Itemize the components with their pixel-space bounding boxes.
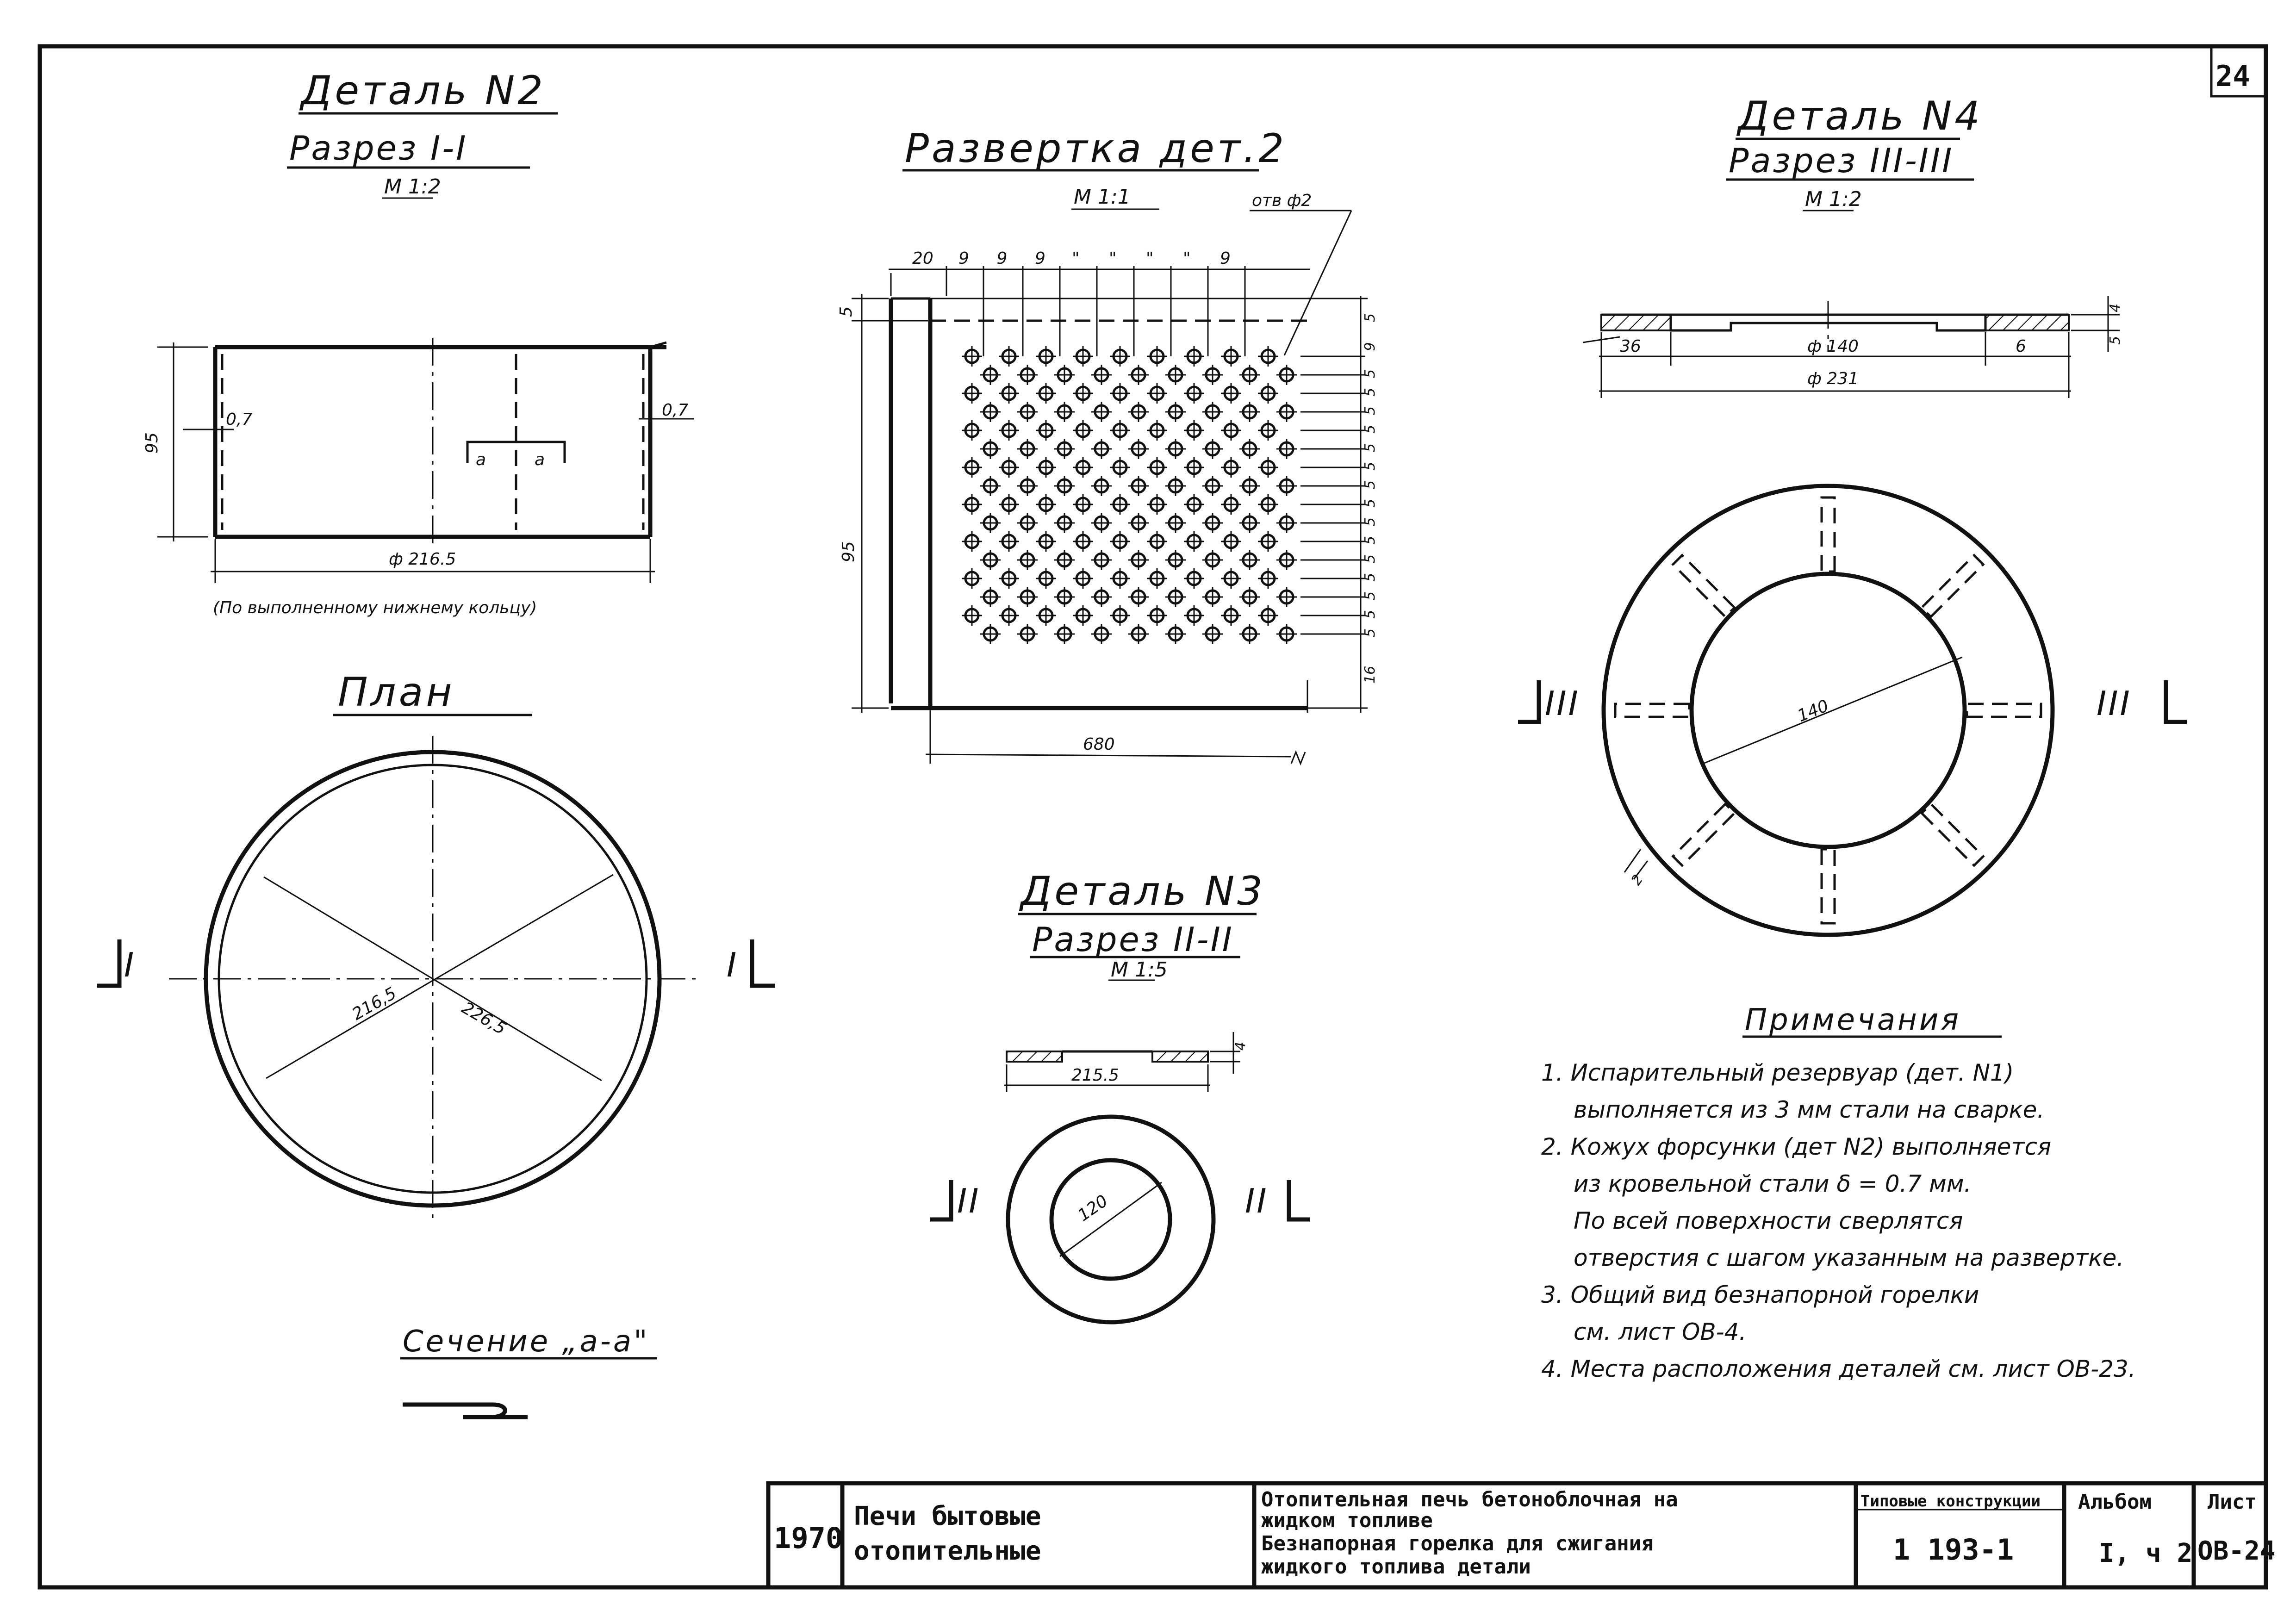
note-line-1: 1. Испарительный резервуар (дет. N1) bbox=[1541, 1059, 2014, 1086]
hole-label: отв ф2 bbox=[1252, 191, 1312, 210]
radial-tab bbox=[1822, 849, 1835, 923]
notes bbox=[1541, 1003, 2136, 1382]
detail-4-dim-thickness: 4 bbox=[2107, 303, 2123, 312]
detail-2-section-view bbox=[143, 338, 694, 617]
right-dim-label: 5 bbox=[1362, 535, 1378, 545]
radial-tab bbox=[1922, 555, 1983, 617]
section-mark-a-right: а bbox=[535, 450, 545, 469]
detail-4-section: Разрез III-III bbox=[1729, 141, 1954, 180]
detail-4-title: Деталь N4 bbox=[1738, 93, 1983, 139]
detail-3-mark-right: II bbox=[1245, 1181, 1269, 1220]
top-dim-label: 9 bbox=[996, 249, 1008, 268]
detail-4-dim-left: 36 bbox=[1620, 337, 1641, 356]
unfold-title: Развертка дет.2 bbox=[905, 125, 1287, 172]
right-dim-label: 5 bbox=[1362, 461, 1378, 471]
right-dim-label: 5 bbox=[1362, 424, 1378, 434]
tb-desc-3: Безнапорная горелка для сжигания bbox=[1261, 1532, 1654, 1555]
tb-desc-2: жидком топливе bbox=[1261, 1509, 1433, 1532]
detail-4-dim-right: 6 bbox=[2016, 337, 2026, 356]
note-line-2: выполняется из 3 мм стали на сварке. bbox=[1574, 1096, 2045, 1123]
notes-title: Примечания bbox=[1745, 1003, 1961, 1037]
radial-tab bbox=[1673, 555, 1735, 617]
plan-dim-inner: 216,5 bbox=[349, 983, 400, 1024]
right-dim-label: 5 bbox=[1362, 369, 1378, 378]
detail-2 bbox=[143, 68, 694, 617]
tb-series-1: Печи бытовые bbox=[854, 1501, 1041, 1531]
note-line-6: отверстия с шагом указанным на развертке. bbox=[1574, 1244, 2124, 1271]
tb-album-label: Альбом bbox=[2078, 1490, 2152, 1514]
detail-4-dim-outer: ф 231 bbox=[1807, 369, 1859, 388]
top-dim-label: " bbox=[1183, 249, 1191, 268]
detail-3-section: Разрез II-II bbox=[1032, 920, 1234, 959]
plan-mark-right: I bbox=[727, 945, 739, 984]
detail-4-plan-dim: 140 bbox=[1795, 696, 1832, 726]
note-line-5: По всей поверхности сверлятся bbox=[1574, 1207, 1963, 1234]
note-line-9: 4. Места расположения деталей см. лист ОВ-23. bbox=[1541, 1356, 2136, 1382]
plan bbox=[97, 669, 775, 1222]
detail-2-note: (По выполненному нижнему кольцу) bbox=[213, 598, 537, 617]
plan-title: План bbox=[338, 669, 455, 715]
unfold-dim-680: 680 bbox=[1083, 735, 1115, 754]
radial-tab bbox=[1922, 804, 1983, 865]
detail-4-dim-inner: ф 140 bbox=[1807, 337, 1859, 356]
tb-sheet-label: Лист bbox=[2208, 1490, 2257, 1514]
note-line-8: см. лист ОВ-4. bbox=[1574, 1318, 1747, 1345]
right-dim-label: 5 bbox=[1362, 406, 1378, 415]
top-dim-label: 9 bbox=[958, 249, 969, 268]
radial-tab bbox=[1967, 704, 2041, 717]
top-dim-label: 9 bbox=[1035, 249, 1045, 268]
top-dim-label: " bbox=[1072, 249, 1080, 268]
hole-grid bbox=[962, 346, 1365, 644]
detail-4-mark-left: III bbox=[1545, 684, 1580, 723]
section-aa-title: Сечение „а-а" bbox=[403, 1325, 650, 1359]
detail-3-scale: М 1:5 bbox=[1111, 958, 1168, 982]
right-dim-label: 5 bbox=[1362, 591, 1378, 600]
detail-3-title: Деталь N3 bbox=[1020, 868, 1265, 914]
tb-type-value: 1 193-1 bbox=[1893, 1533, 2014, 1567]
title-block bbox=[768, 1483, 2276, 1587]
plan-dim-outer: 226,5 bbox=[458, 998, 510, 1039]
tb-series-2: отопительные bbox=[854, 1536, 1041, 1566]
section-mark-a-left: а bbox=[476, 450, 486, 469]
dim-wall-left: 0,7 bbox=[226, 410, 253, 429]
page-number: 24 bbox=[2215, 59, 2250, 93]
right-dim-label: 9 bbox=[1362, 342, 1378, 351]
top-dim-label: " bbox=[1146, 249, 1154, 268]
radial-tab bbox=[1673, 804, 1735, 865]
unfold-dim-top-5: 5 bbox=[837, 306, 856, 317]
right-dim-label: 5 bbox=[1362, 498, 1378, 508]
detail-4-dim-tab: 2 bbox=[1628, 871, 1647, 889]
detail-3-dim-inner: 120 bbox=[1074, 1191, 1112, 1225]
right-dim-label: 5 bbox=[1362, 480, 1378, 489]
tb-album-value: I, ч 2 bbox=[2099, 1538, 2193, 1568]
unfold-top-dims bbox=[912, 249, 1245, 356]
dim-wall-right: 0,7 bbox=[662, 401, 689, 420]
unfold-right-dims bbox=[1307, 298, 1378, 708]
tb-type-label: Типовые конструкции bbox=[1860, 1492, 2041, 1511]
right-dim-label: 5 bbox=[1362, 554, 1378, 563]
detail-4-dim-side: 5 bbox=[2107, 336, 2123, 345]
right-dim-label: 5 bbox=[1362, 313, 1378, 322]
right-dim-label: 16 bbox=[1362, 665, 1378, 684]
detail-2-scale: М 1:2 bbox=[384, 175, 441, 199]
seam-profile bbox=[403, 1405, 528, 1417]
right-dim-label: 5 bbox=[1362, 387, 1378, 397]
right-dim-label: 5 bbox=[1362, 572, 1378, 582]
section-a-a bbox=[400, 1325, 657, 1417]
note-line-4: из кровельной стали δ = 0.7 мм. bbox=[1574, 1170, 1972, 1197]
dim-height-95: 95 bbox=[143, 432, 162, 454]
right-dim-label: 5 bbox=[1362, 628, 1378, 637]
unfold-dim-height-95: 95 bbox=[839, 541, 858, 562]
unfold-detail-2 bbox=[837, 125, 1378, 764]
radial-tab bbox=[1615, 704, 1689, 717]
top-dim-label: " bbox=[1109, 249, 1117, 268]
right-dim-label: 5 bbox=[1362, 443, 1378, 452]
radial-tab bbox=[1822, 497, 1835, 572]
tb-year: 1970 bbox=[774, 1521, 843, 1555]
detail-2-section: Разрез I-I bbox=[289, 129, 468, 168]
detail-3-dim-width: 215.5 bbox=[1071, 1066, 1120, 1085]
detail-2-title: Деталь N2 bbox=[301, 68, 546, 114]
right-dim-label: 5 bbox=[1362, 609, 1378, 619]
detail-4-scale: М 1:2 bbox=[1805, 187, 1862, 211]
detail-3-dim-thickness: 4 bbox=[1232, 1041, 1249, 1051]
detail-4-mark-right: III bbox=[2097, 684, 2132, 723]
note-line-7: 3. Общий вид безнапорной горелки bbox=[1541, 1281, 1979, 1308]
detail-4 bbox=[1518, 93, 2187, 935]
detail-3 bbox=[930, 868, 1310, 1322]
dim-diameter-216: ф 216.5 bbox=[389, 550, 456, 569]
unfold-scale: М 1:1 bbox=[1074, 185, 1131, 209]
plan-mark-left: I bbox=[124, 945, 136, 984]
detail-3-mark-left: II bbox=[957, 1181, 981, 1220]
tb-desc-4: жидкого топлива детали bbox=[1261, 1555, 1531, 1579]
note-line-3: 2. Кожух форсунки (дет N2) выполняется bbox=[1541, 1133, 2052, 1160]
top-dim-label: 20 bbox=[912, 249, 933, 268]
top-dim-label: 9 bbox=[1220, 249, 1231, 268]
tb-desc-1: Отопительная печь бетонoблочная на bbox=[1261, 1488, 1678, 1511]
tb-sheet-value: ОВ-24 bbox=[2197, 1536, 2276, 1566]
right-dim-label: 5 bbox=[1362, 517, 1378, 526]
